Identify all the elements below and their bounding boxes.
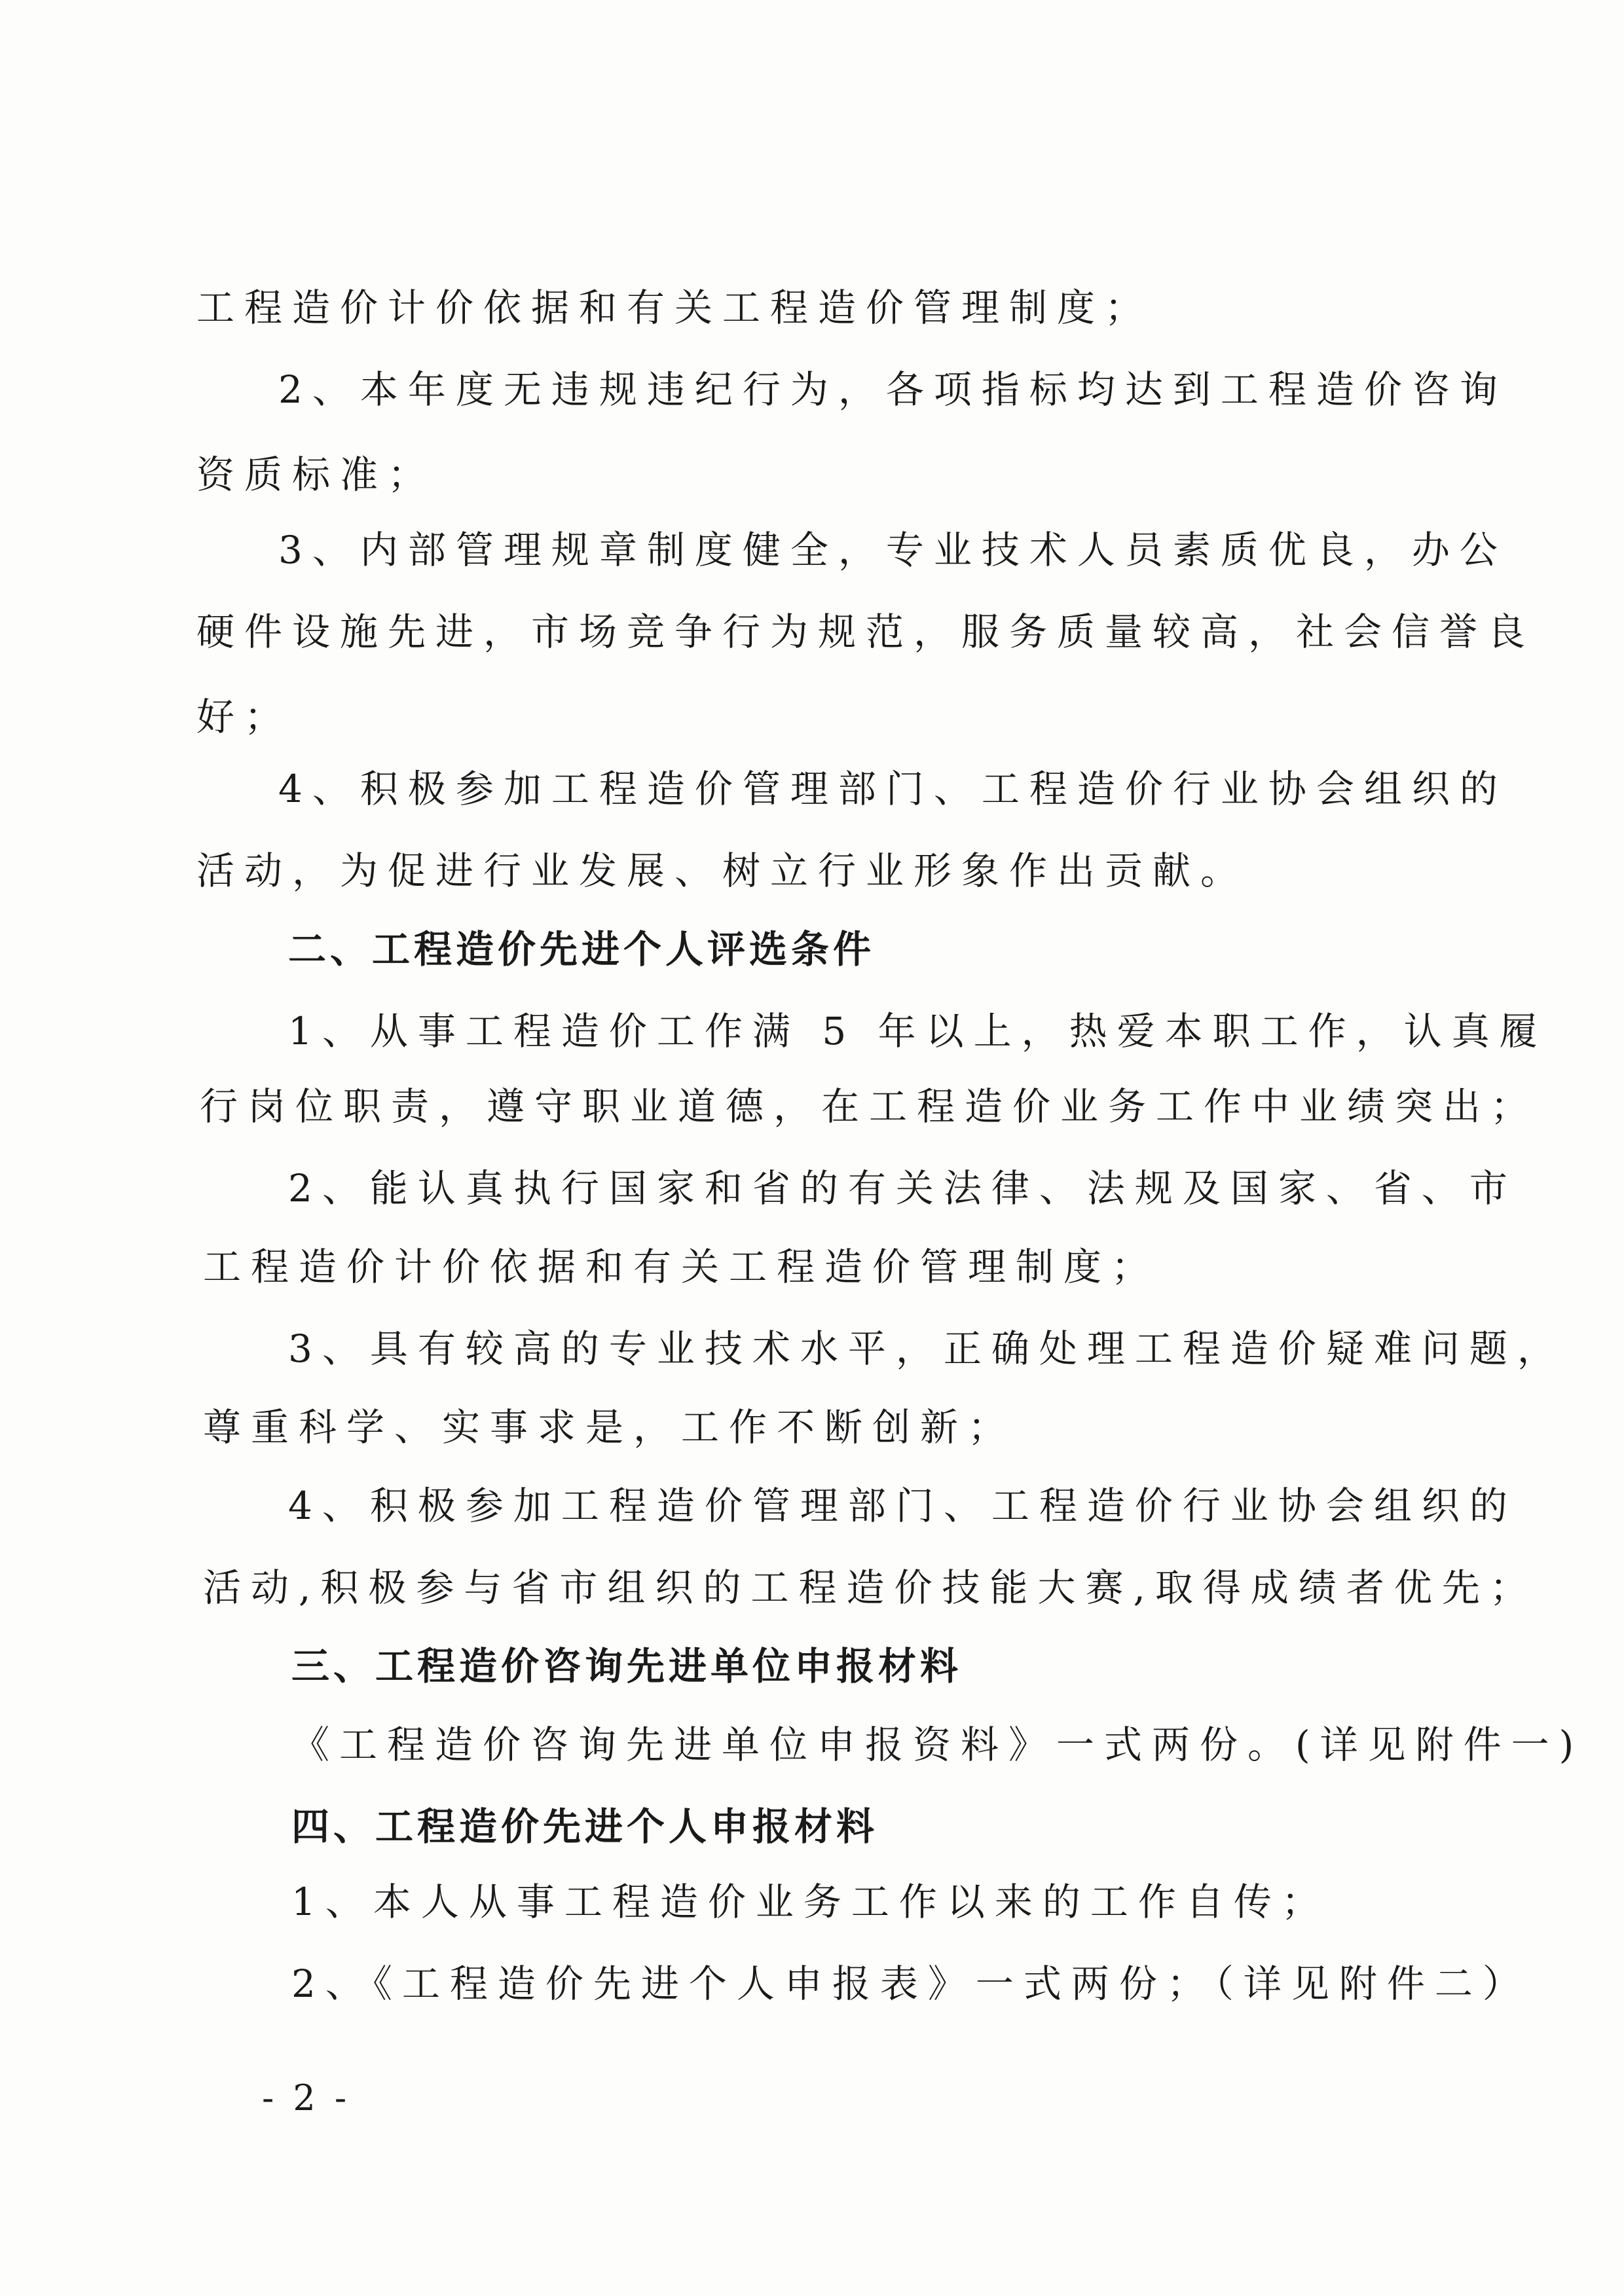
text-line: 4、积极参加工程造价管理部门、工程造价行业协会组织的 — [288, 1484, 1517, 1528]
text-line: 《工程造价咨询先进单位申报资料》一式两份。(详见附件一) — [291, 1722, 1584, 1767]
text-line: 工程造价计价依据和有关工程造价管理制度； — [203, 1245, 1160, 1289]
page-number: - 2 - — [262, 2077, 351, 2119]
text-line: 资质标准； — [196, 452, 436, 497]
text-line: 2、能认真执行国家和省的有关法律、法规及国家、省、市 — [288, 1166, 1517, 1211]
text-line: 1、从事工程造价工作满 5 年以上，热爱本职工作，认真履 — [288, 1009, 1547, 1053]
text-line: 好； — [196, 695, 293, 739]
text-line: 4、积极参加工程造价管理部门、工程造价行业协会组织的 — [278, 767, 1507, 811]
text-line: 2、本年度无违规违纪行为，各项指标均达到工程造价咨询 — [278, 367, 1507, 412]
section-heading: 三、工程造价咨询先进单位申报材料 — [291, 1644, 963, 1688]
section-heading: 二、工程造价先进个人评选条件 — [288, 927, 876, 972]
text-line: 1、本人从事工程造价业务工作以来的工作自传； — [291, 1880, 1329, 1924]
text-line: 3、具有较高的专业技术水平，正确处理工程造价疑难问题， — [288, 1326, 1565, 1371]
text-line: 行岗位职责，遵守职业道德，在工程造价业务工作中业绩突出； — [200, 1084, 1539, 1129]
text-line: 活动,积极参与省市组织的工程造价技能大赛,取得成绩者优先； — [203, 1565, 1538, 1610]
section-heading: 四、工程造价先进个人申报材料 — [291, 1804, 879, 1849]
text-line: 活动，为促进行业发展、树立行业形象作出贡献。 — [196, 848, 1249, 893]
text-line: 硬件设施先进，市场竞争行为规范，服务质量较高，社会信誉良 — [196, 610, 1536, 654]
text-line: 尊重科学、实事求是，工作不断创新； — [203, 1405, 1016, 1449]
text-line: 3、内部管理规章制度健全，专业技术人员素质优良，办公 — [278, 528, 1507, 572]
text-line: 2、《工程造价先进个人申报表》一式两份；（详见附件二） — [291, 1961, 1530, 2006]
text-line: 工程造价计价依据和有关工程造价管理制度； — [196, 285, 1153, 330]
